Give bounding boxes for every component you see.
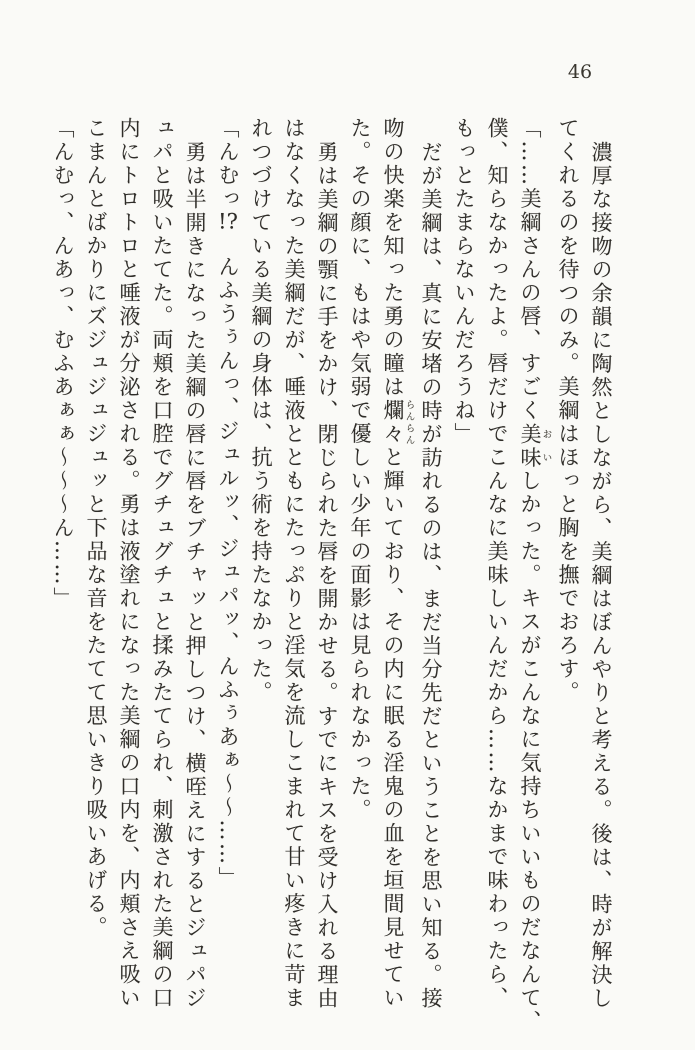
text-line bbox=[211, 117, 244, 1011]
text-run: 僕、知らなかったよ。唇だけでこんなに美味しいんだから……なかまで味わったら、 bbox=[485, 117, 509, 1010]
text-line bbox=[178, 117, 211, 1011]
text-line bbox=[145, 117, 178, 1011]
text-line bbox=[376, 117, 414, 1011]
text-line bbox=[46, 117, 79, 1011]
text-line bbox=[447, 117, 480, 1011]
text-line bbox=[343, 117, 376, 1011]
text-run: だが美綱は、真に安堵の時が訪れるのは、まだ当分先だということを思い知る。接 bbox=[419, 140, 443, 1010]
text-line bbox=[414, 117, 447, 1011]
page-number: 46 bbox=[567, 61, 593, 83]
text-line bbox=[310, 117, 343, 1011]
text-run: た。その顔に、もはや気弱で優しい少年の面影は見られなかった。 bbox=[348, 117, 372, 822]
text-line bbox=[551, 117, 584, 1011]
text-line bbox=[480, 117, 513, 1011]
text-run: てくれるのを待つのみ。美綱はほっと胸を撫でおろす。 bbox=[556, 117, 580, 705]
text-run: はなくなった美綱だが、唾液とともにたっぷりと淫気を流しこまれて甘い疼きに苛ま bbox=[282, 117, 306, 1010]
text-line bbox=[112, 117, 145, 1011]
text-line bbox=[584, 117, 617, 1011]
text-line bbox=[79, 117, 112, 1011]
ruby-annotated-text: 爛々らんらん bbox=[381, 399, 415, 446]
text-run: こまんとばかりにズジュジュジュッと下品な音をたてて思いきり吸いあげる。 bbox=[84, 117, 108, 940]
text-run: 吻の快楽を知った勇の瞳は bbox=[381, 117, 405, 399]
text-run: れつづけている美綱の身体は、抗う術を持たなかった。 bbox=[249, 117, 273, 705]
text-line bbox=[513, 117, 552, 1034]
text-line bbox=[277, 117, 310, 1011]
text-run: ュパと吸いたてた。両頬を口腔でグチュグチュと揉みたてられ、刺激された美綱の口 bbox=[150, 117, 174, 1010]
tate-chu-yoko: !? bbox=[218, 211, 238, 232]
vertical-text-block bbox=[51, 117, 617, 1034]
text-run: 勇は半開きになった美綱の唇に唇をブチャッと押しつけ、横咥えにするとジュパジ bbox=[183, 140, 207, 1010]
text-line bbox=[244, 117, 277, 1011]
text-run: 「んむっ、んあっ、むふあぁぁ～～～ん……」 bbox=[51, 117, 75, 611]
text-run: 「……美綱さんの唇、すごく bbox=[518, 117, 542, 423]
text-run: もっとたまらないんだろうね」 bbox=[452, 117, 476, 446]
text-run: 「んむっ bbox=[216, 117, 240, 211]
text-run: しかった。キスがこんなに気持ちいいものだなんて、 bbox=[518, 469, 542, 1034]
text-run: 内にトロトロと唾液が分泌される。勇は液塗れになった美綱の口内を、内頬さえ吸い bbox=[117, 117, 141, 1010]
text-run: 濃厚な接吻の余韻に陶然としながら、美綱はぼんやりと考える。後は、時が解決し bbox=[589, 140, 613, 1010]
text-run: と輝いており、その内に眠る淫鬼の血を垣間見せてい bbox=[381, 446, 405, 1010]
text-run: んふうぅんっ、ジュルッ、ジュパッ、んふぅあぁ～～……」 bbox=[216, 232, 240, 890]
ruby-annotated-text: 美味おい bbox=[518, 422, 552, 470]
text-run: 勇は美綱の顎に手をかけ、閉じられた唇を開かせる。すでにキスを受け入れる理由 bbox=[315, 140, 339, 1010]
